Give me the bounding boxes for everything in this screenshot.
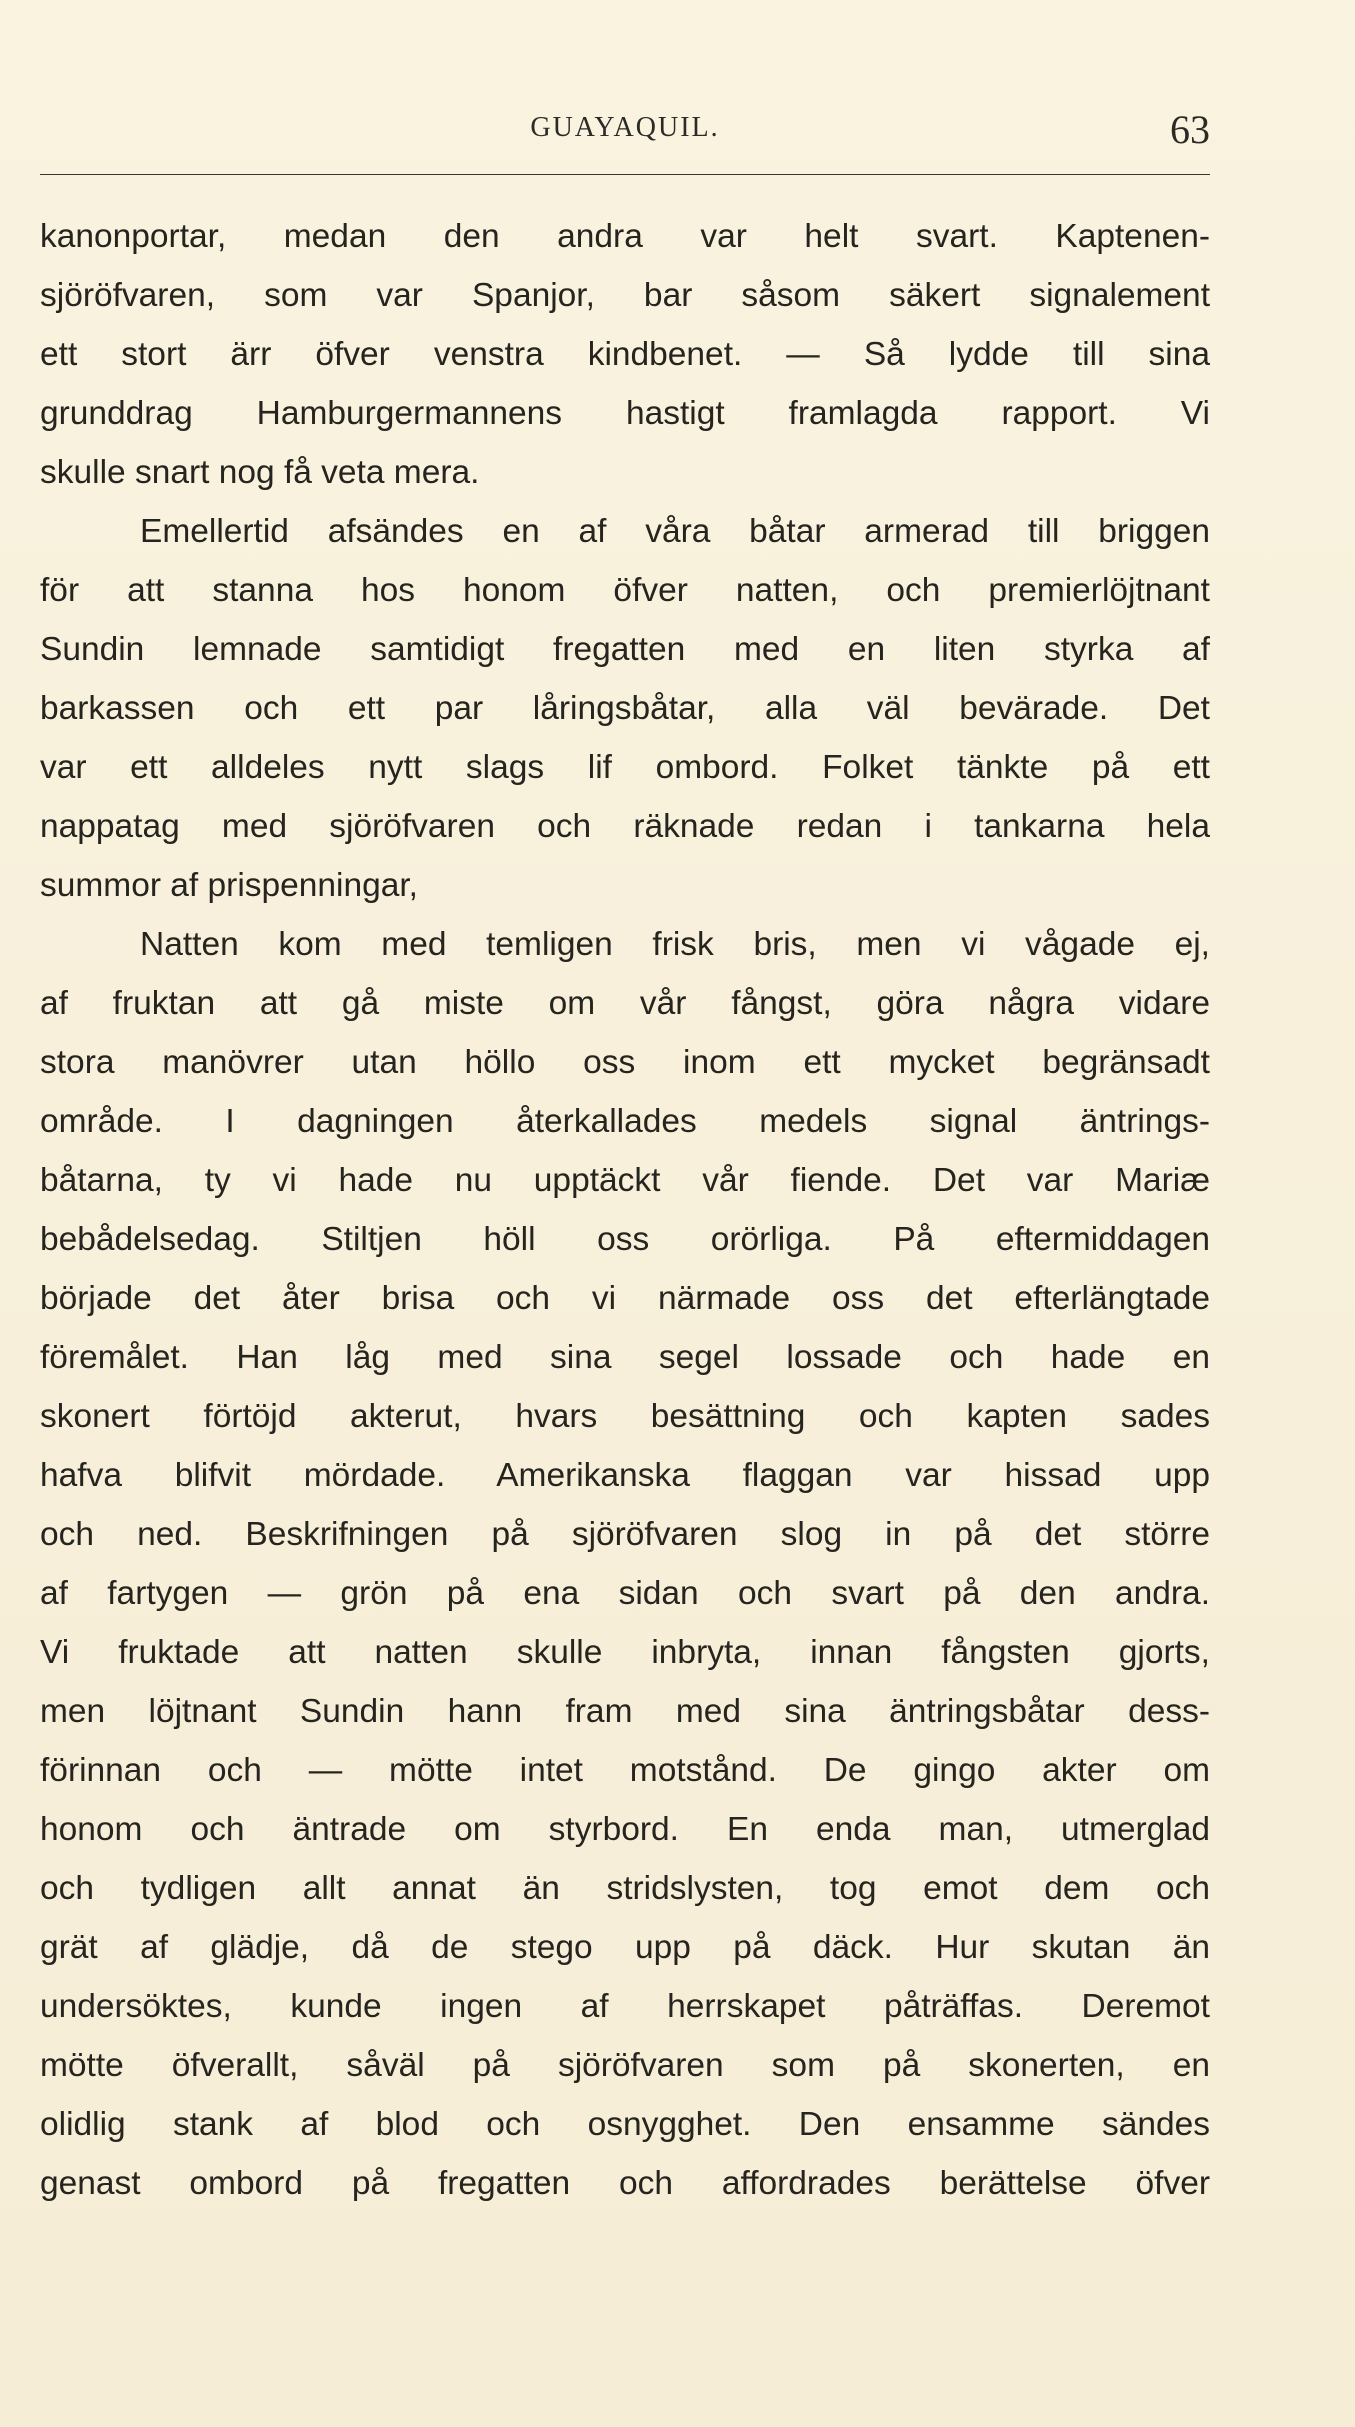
text-line: Vi fruktade att natten skulle inbryta, innan fångsten gjorts,: [40, 1634, 1210, 1671]
text-line: honom och äntrade om styrbord. En enda man, utmerglad: [40, 1811, 1210, 1848]
text-line: af fruktan att gå miste om vår fångst, göra några vidare: [40, 985, 1210, 1022]
text-line: förinnan och — mötte intet motstånd. De gingo akter om: [40, 1752, 1210, 1789]
header-rule: [40, 174, 1210, 175]
text-line: olidlig stank af blod och osnygghet. Den ensamme sändes: [40, 2106, 1210, 2143]
text-line: summor af prispenningar,: [40, 867, 418, 904]
text-line: undersöktes, kunde ingen af herrskapet påträffas. Deremot: [40, 1988, 1210, 2025]
text-line: grät af glädje, då de stego upp på däck. Hur skutan än: [40, 1929, 1210, 1966]
text-line: mötte öfverallt, såväl på sjöröfvaren som på skonerten, en: [40, 2047, 1210, 2084]
text-line: sjöröfvaren, som var Spanjor, bar såsom säkert signalement: [40, 277, 1210, 314]
text-line: af fartygen — grön på ena sidan och svart på den andra.: [40, 1575, 1210, 1612]
text-line: och tydligen allt annat än stridslysten, tog emot dem och: [40, 1870, 1210, 1907]
text-line: började det åter brisa och vi närmade oss det efterlängtade: [40, 1280, 1210, 1317]
text-line: hafva blifvit mördade. Amerikanska flaggan var hissad upp: [40, 1457, 1210, 1494]
text-line: skonert förtöjd akterut, hvars besättning och kapten sades: [40, 1398, 1210, 1435]
text-line: var ett alldeles nytt slags lif ombord. Folket tänkte på ett: [40, 749, 1210, 786]
text-line: men löjtnant Sundin hann fram med sina äntringsbåtar dess-: [40, 1693, 1210, 1730]
page-number: 63: [1170, 107, 1210, 152]
text-line: område. I dagningen återkallades medels signal äntrings-: [40, 1103, 1210, 1140]
text-line: båtarna, ty vi hade nu upptäckt vår fiende. Det var Mariæ: [40, 1162, 1210, 1199]
text-line: ett stort ärr öfver venstra kindbenet. — Så lydde till sina: [40, 336, 1210, 373]
text-line: Natten kom med temligen frisk bris, men vi vågade ej,: [140, 926, 1210, 963]
text-line: skulle snart nog få veta mera.: [40, 454, 480, 491]
text-line: för att stanna hos honom öfver natten, och premierlöjtnant: [40, 572, 1210, 609]
text-line: grunddrag Hamburgermannens hastigt framlagda rapport. Vi: [40, 395, 1210, 432]
text-line: kanonportar, medan den andra var helt svart. Kaptenen-: [40, 218, 1210, 255]
text-line: Sundin lemnade samtidigt fregatten med en liten styrka af: [40, 631, 1210, 668]
text-line: barkassen och ett par låringsbåtar, alla väl bevärade. Det: [40, 690, 1210, 727]
text-line: föremålet. Han låg med sina segel lossade och hade en: [40, 1339, 1210, 1376]
page-header: [40, 107, 1210, 160]
text-line: genast ombord på fregatten och affordrades berättelse öfver: [40, 2165, 1210, 2202]
running-title: GUAYAQUIL.: [530, 112, 720, 143]
text-line: bebådelsedag. Stiltjen höll oss orörliga. På eftermiddagen: [40, 1221, 1210, 1258]
text-line: och ned. Beskrifningen på sjöröfvaren slog in på det större: [40, 1516, 1210, 1553]
text-line: nappatag med sjöröfvaren och räknade redan i tankarna hela: [40, 808, 1210, 845]
text-line: Emellertid afsändes en af våra båtar armerad till briggen: [140, 513, 1210, 550]
text-line: stora manövrer utan höllo oss inom ett mycket begränsadt: [40, 1044, 1210, 1081]
